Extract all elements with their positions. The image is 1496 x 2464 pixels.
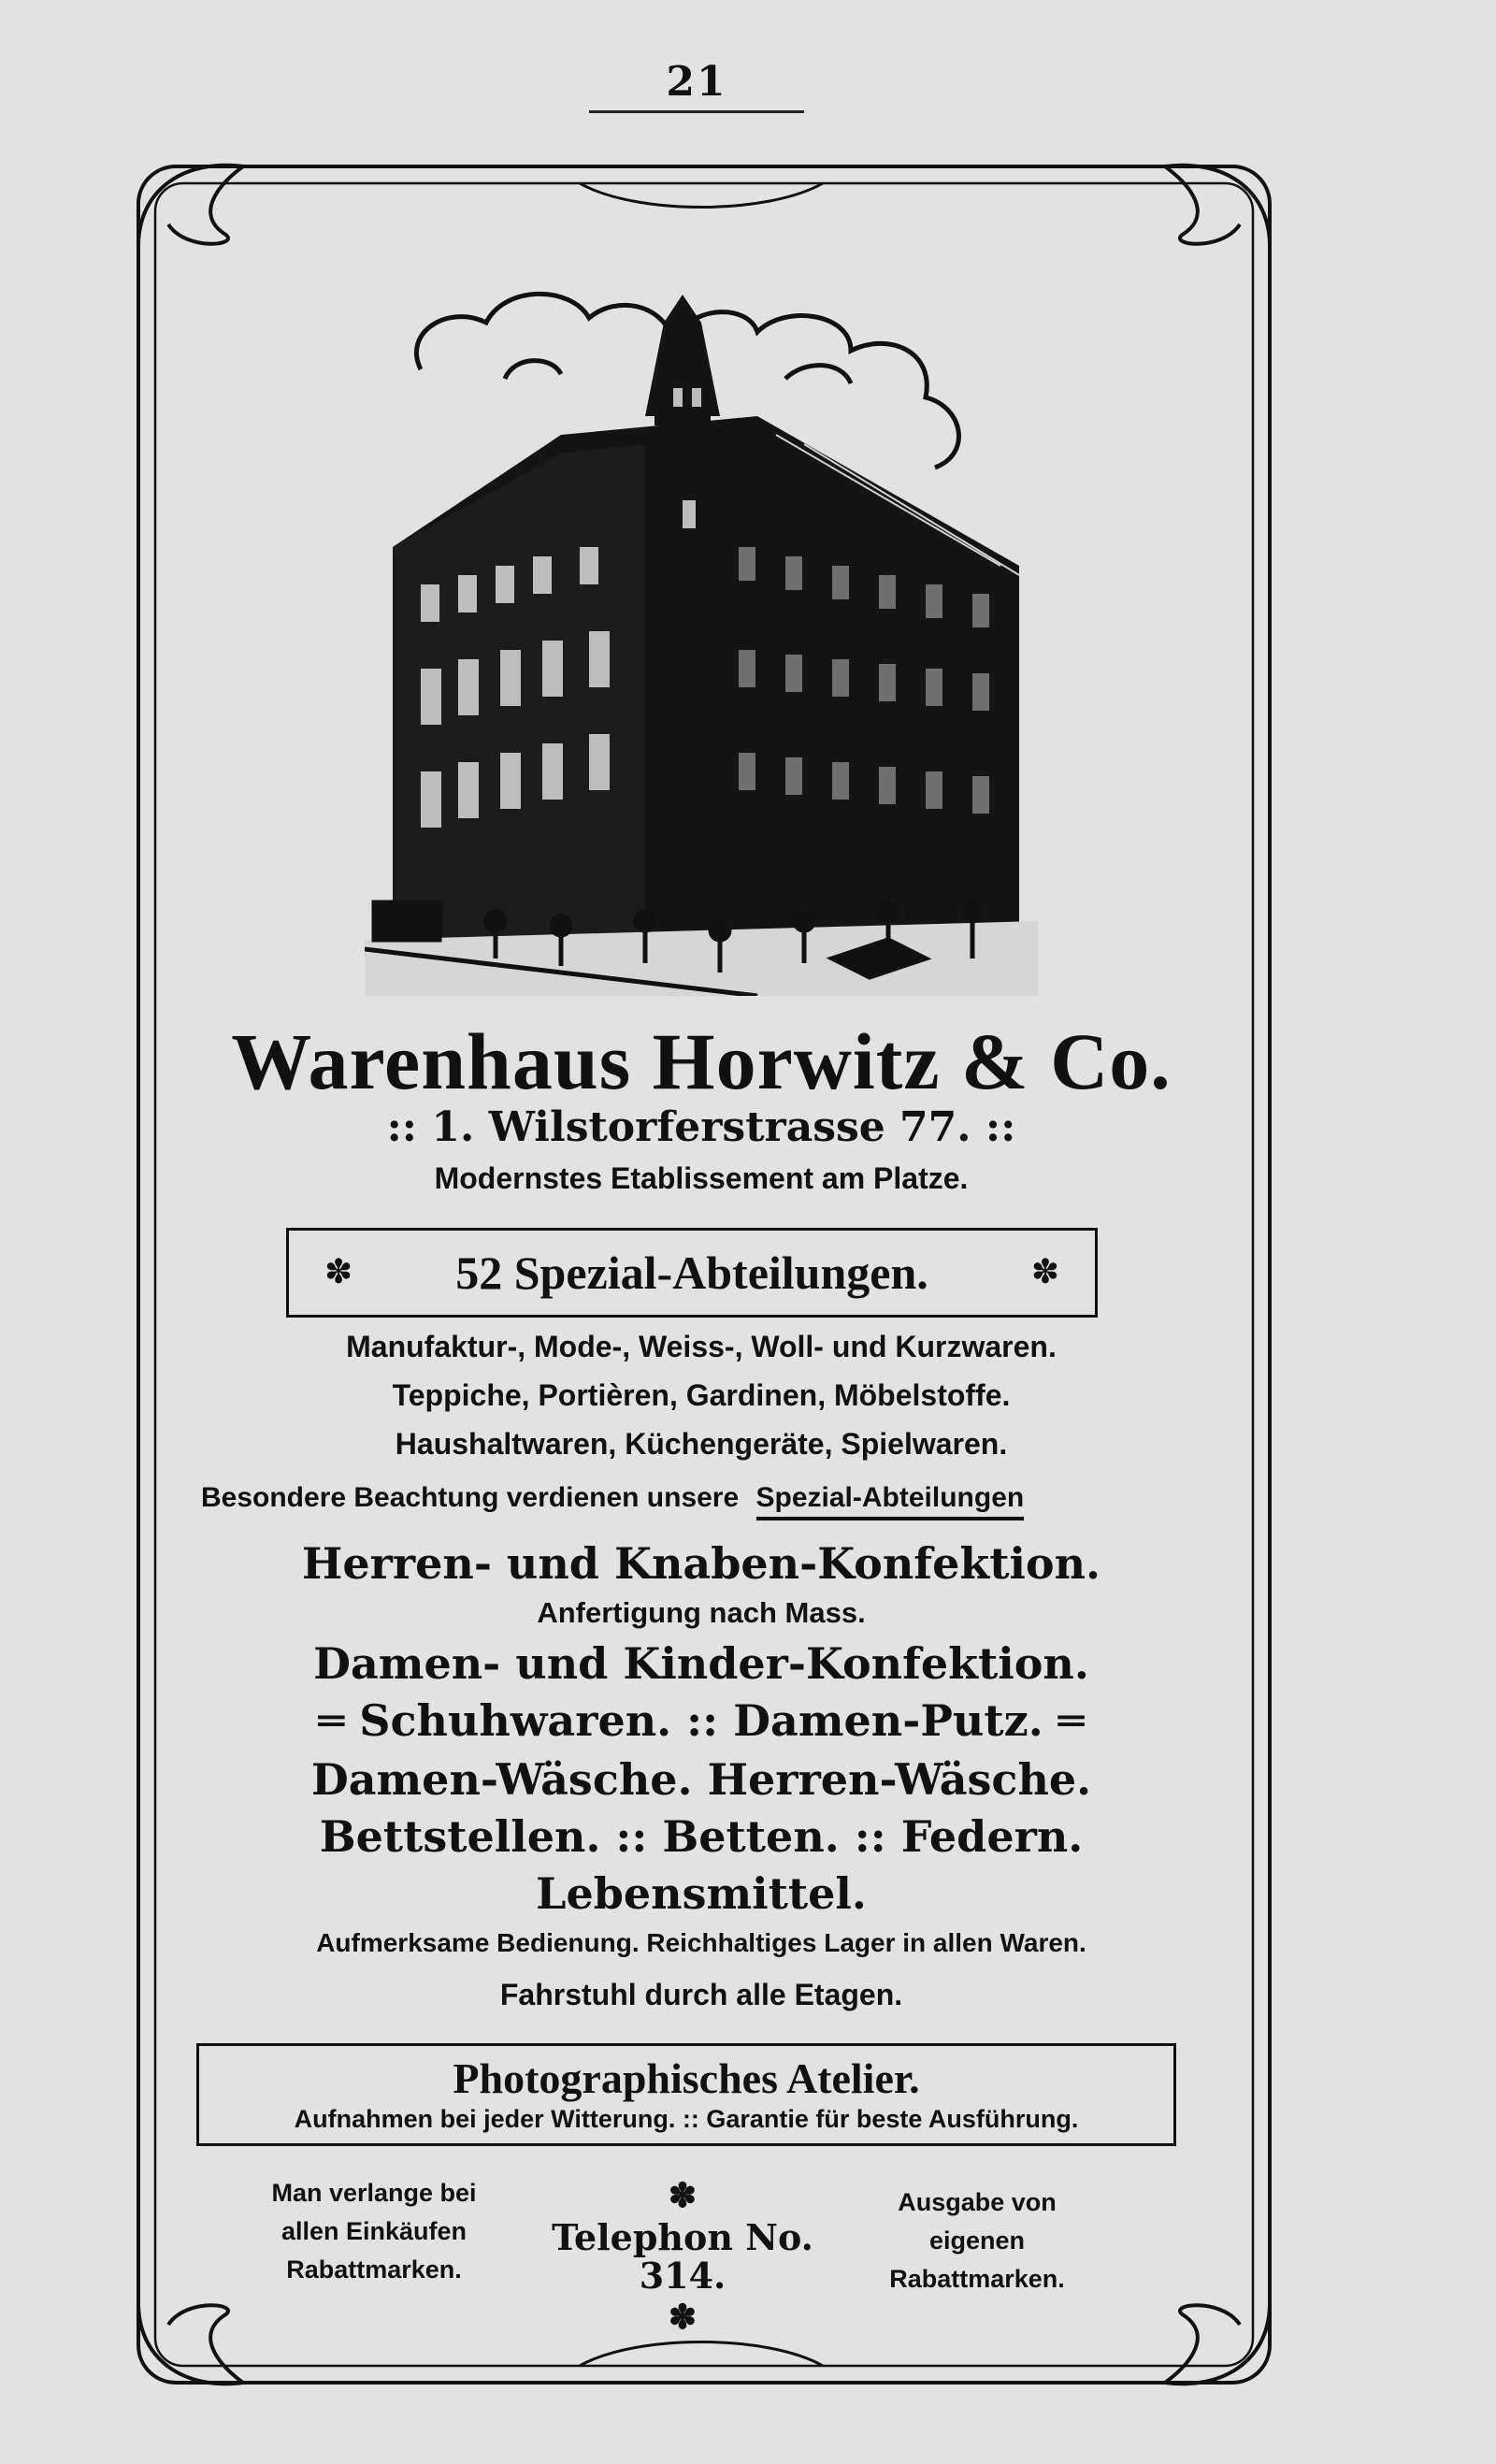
footer-left-line: Rabattmarken. bbox=[286, 2255, 462, 2284]
special-line: ═ Schuhwaren. :: Damen-Putz. ═ bbox=[318, 1695, 1085, 1746]
footer-left-line: allen Einkäufen bbox=[280, 2217, 468, 2245]
goods-line: Manufaktur-, Mode-, Weiss-, Woll- und Kurzwaren. bbox=[346, 1330, 1057, 1363]
notice-line bbox=[201, 1482, 1201, 1514]
special-line: Herren- und Knaben-Konfektion. bbox=[301, 1538, 1101, 1589]
footer-right-line: eigenen bbox=[928, 2226, 1026, 2255]
notice-underlined: Spezial-Abteilungen bbox=[756, 1482, 1025, 1520]
flower-star-icon: ✽ bbox=[1030, 1253, 1059, 1291]
store-title: Warenhaus Horwitz & Co. bbox=[231, 1016, 1172, 1106]
special-line: Damen- und Kinder-Konfektion. bbox=[313, 1638, 1089, 1689]
special-line: Lebensmittel. bbox=[536, 1868, 867, 1919]
photo-atelier-box bbox=[196, 2043, 1176, 2146]
telephone-number: Telephon No. 314. bbox=[552, 2216, 813, 2297]
footer-left-line: Man verlange bei bbox=[271, 2179, 477, 2207]
store-address: :: 1. Wilstorferstrasse 77. :: bbox=[386, 1103, 1016, 1151]
notice-text: Besondere Beachtung verdienen unsere bbox=[201, 1482, 740, 1513]
department-store-building-icon bbox=[365, 267, 1038, 996]
goods-line: Haushaltwaren, Küchengeräte, Spielwaren. bbox=[395, 1427, 1008, 1461]
flower-star-icon: ✽ bbox=[668, 2298, 698, 2336]
special-line: Bettstellen. :: Betten. :: Federn. bbox=[319, 1811, 1084, 1862]
photo-atelier-subline: Aufnahmen bei jeder Witterung. :: Garantie für beste Ausführung. bbox=[294, 2105, 1079, 2133]
photo-atelier-heading: Photographisches Atelier. bbox=[453, 2054, 920, 2102]
special-line: Damen-Wäsche. Herren-Wäsche. bbox=[310, 1754, 1092, 1805]
departments-box bbox=[286, 1228, 1098, 1318]
page-number: 21 bbox=[666, 58, 727, 106]
footer-right-line: Rabattmarken. bbox=[889, 2265, 1065, 2293]
flower-star-icon: ✽ bbox=[668, 2176, 698, 2214]
store-tagline: Modernstes Etablissement am Platze. bbox=[434, 1161, 969, 1195]
service-line: Aufmerksame Bedienung. Reichhaltiges Lager in allen Waren. bbox=[316, 1928, 1086, 1957]
elevator-line: Fahrstuhl durch alle Etagen. bbox=[499, 1978, 903, 2011]
footer-center bbox=[505, 2176, 860, 2336]
special-line: Anfertigung nach Mass. bbox=[537, 1596, 866, 1629]
footer-left bbox=[229, 2174, 519, 2289]
footer-right-line: Ausgabe von bbox=[898, 2188, 1057, 2216]
departments-label: 52 Spezial-Abteilungen. bbox=[455, 1246, 928, 1299]
footer-right bbox=[837, 2183, 1117, 2298]
goods-line: Teppiche, Portièren, Gardinen, Möbelstoffe. bbox=[392, 1378, 1011, 1412]
flower-star-icon: ✽ bbox=[324, 1253, 353, 1291]
